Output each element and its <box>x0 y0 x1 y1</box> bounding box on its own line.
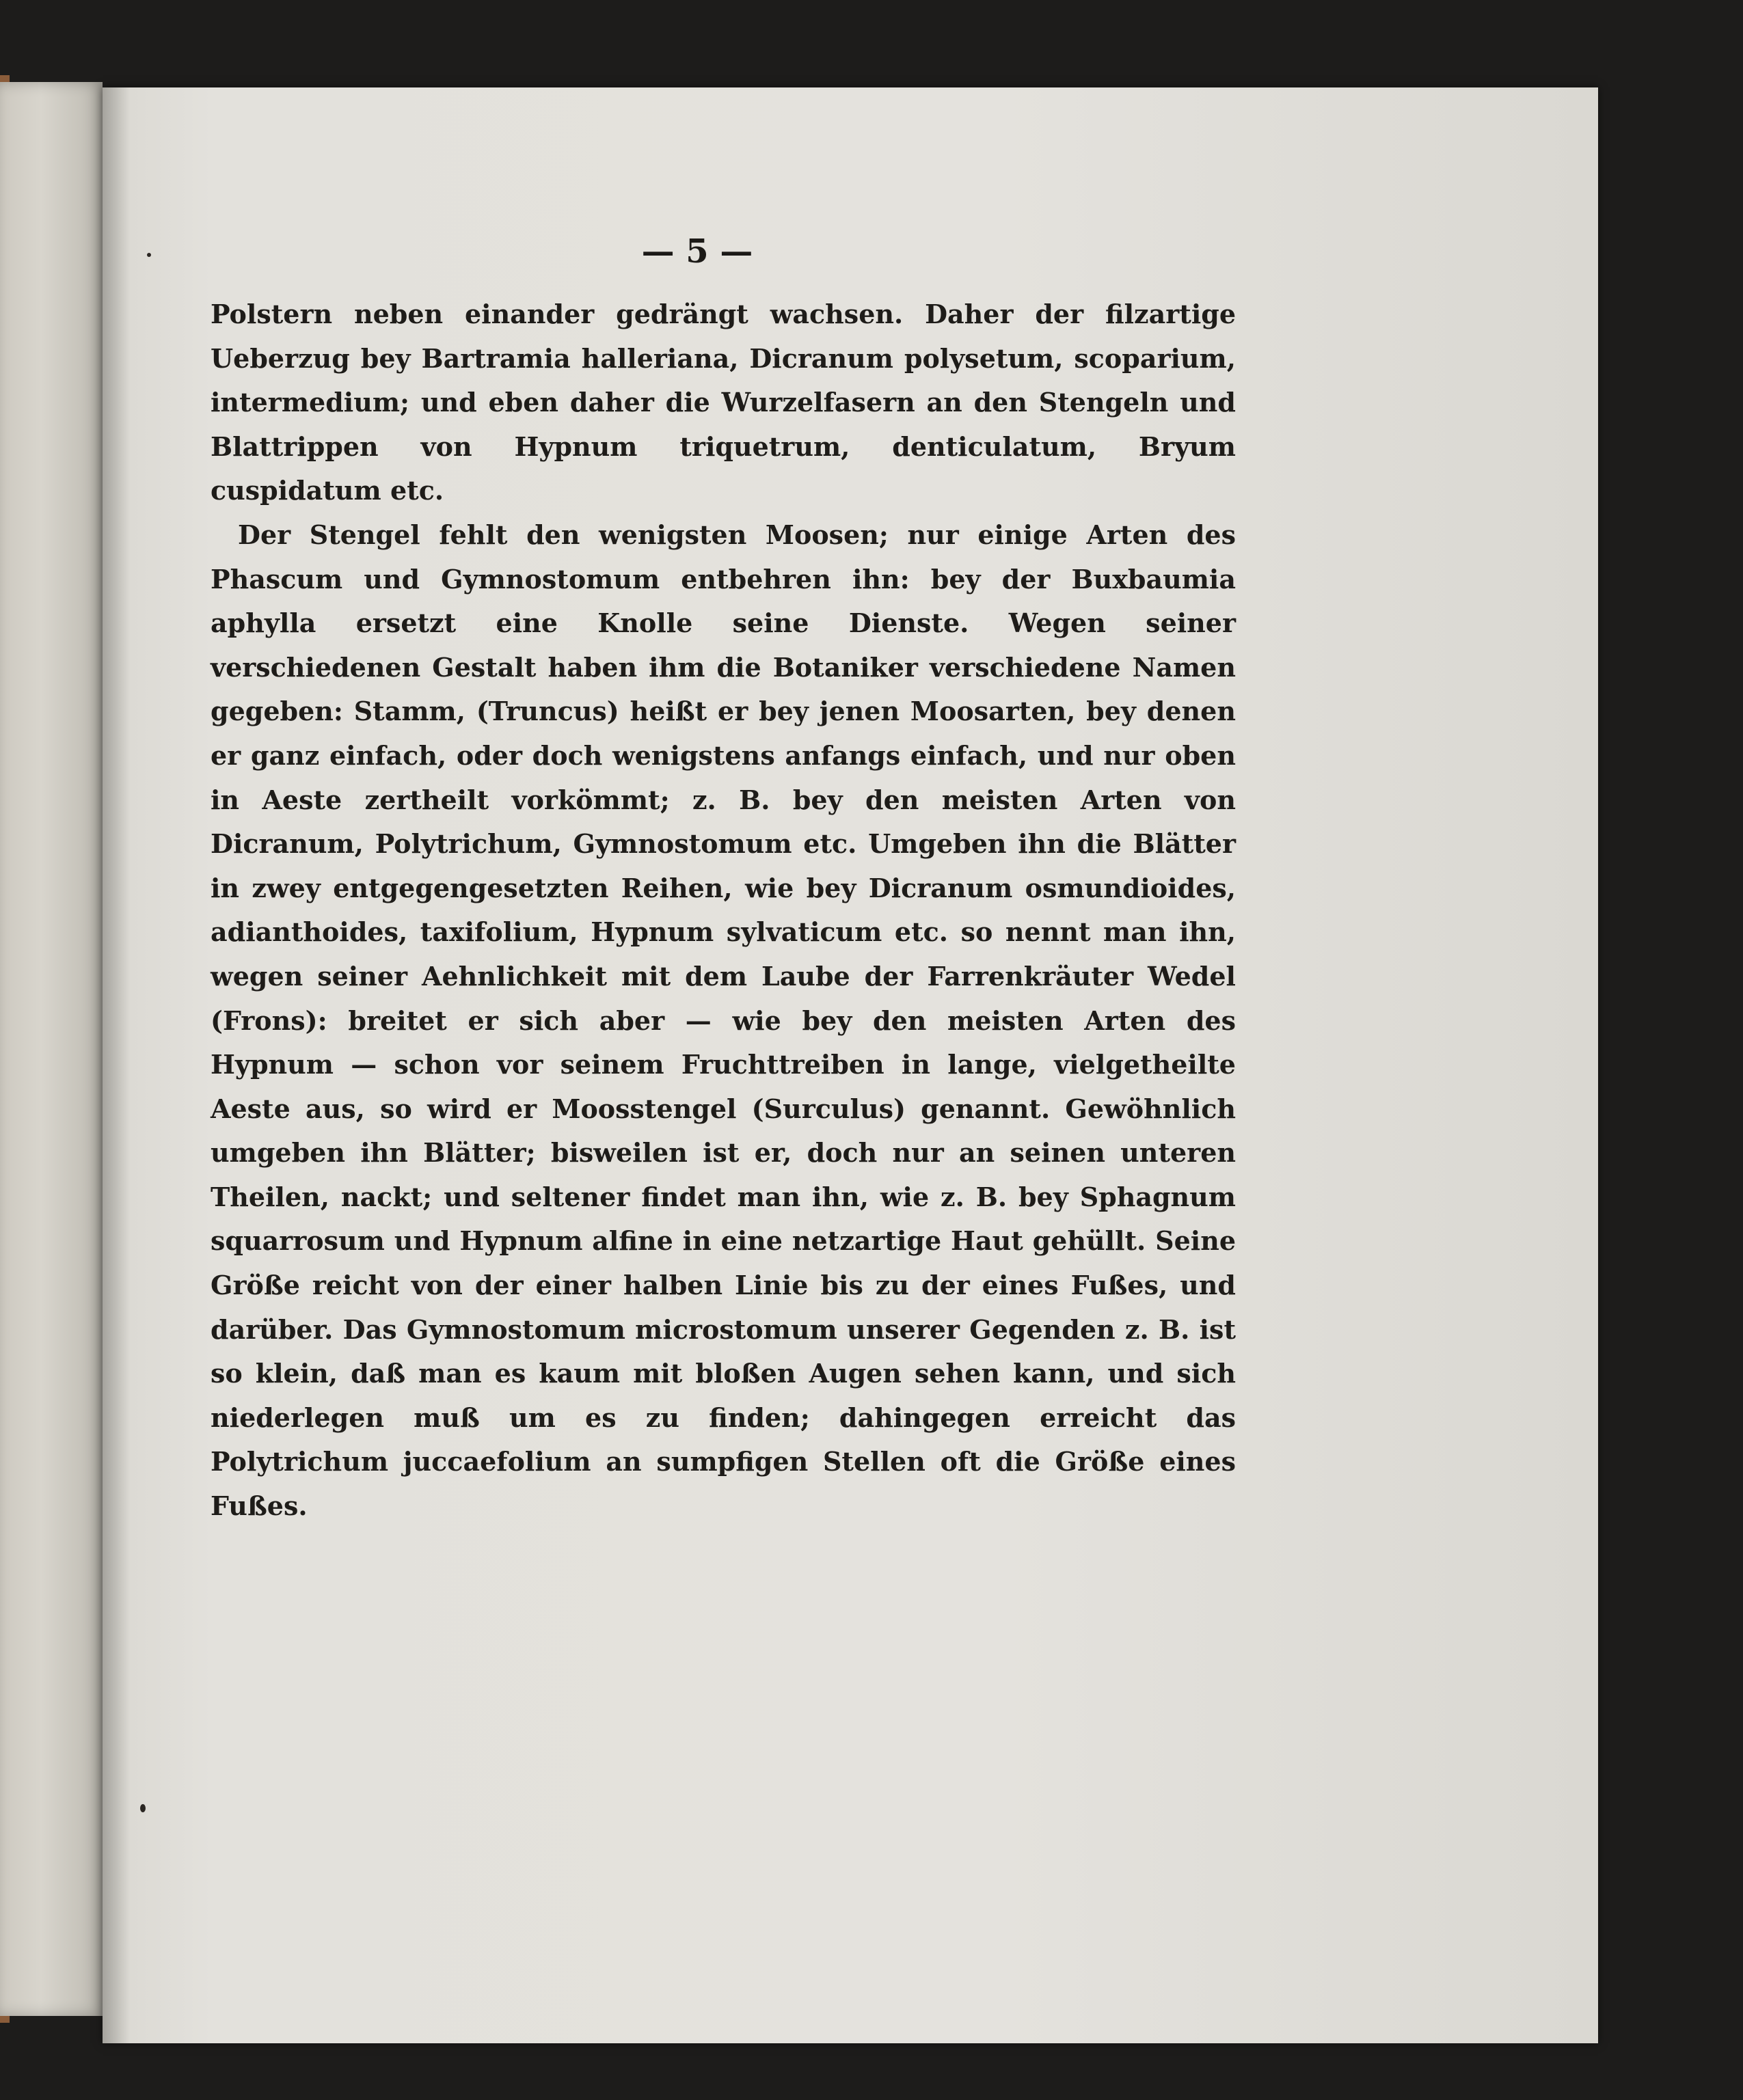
paragraph-2: Der Stengel fehlt den wenigsten Moosen; nur einige Arten des Phascum und Gymnostomum entbehren ihn: bey der Buxbaumia aphylla ersetzt eine Knolle seine Dienste. Wegen seiner verschiedenen Gestalt haben ihm die Botaniker verschiedene Namen gegeben: Stamm, (Truncus) heißt er bey jenen Moosarten, bey denen er ganz einfach, oder doch wenigstens anfangs einfach, und nur oben in Aeste zertheilt vorkömmt; z. B. bey den meisten Arten von Dicranum, Polytrichum, Gymnostomum etc. Umgeben ihn die Blätter in zwey entgegengesetzten Reihen, wie bey Dicranum osmundioides, adianthoides, taxifolium, Hypnum sylvaticum etc. so nennt man ihn, wegen seiner Aehnlichkeit mit dem Laube der Farrenkräuter Wedel (Frons): breitet er sich aber — wie bey den meisten Arten des Hypnum — schon vor seinem Fruchttreiben in lange, vielgetheilte Aeste aus, so wird er Moosstengel (Surculus) genannt. Gewöhnlich umgeben ihn Blätter; bisweilen ist er, doch nur an seinen unteren Theilen, nackt; und seltener findet man ihn, wie z. B. bey Sphagnum squarrosum und Hypnum alfine in eine netzartige Haut gehüllt. Seine Größe reicht von der einer halben Linie bis zu der eines Fußes, und darüber. Das Gymnostomum microstomum unserer Gegenden z. B. ist so klein, daß man es kaum mit bloßen Augen sehen kann, und sich niederlegen muß um es zu finden; dahingegen erreicht das Polytrichum juccaefolium an sumpfigen Stellen oft die Größe eines Fußes. <box>211 519 1236 1522</box>
page-number: — 5 — <box>641 232 753 271</box>
paper-speck <box>147 253 151 257</box>
paper-speck <box>140 1804 146 1812</box>
paragraph-1: Polstern neben einander gedrängt wachsen. Daher der filzartige Ueberzug bey Bartramia halleriana, Dicranum polysetum, scoparium, intermedium; und eben daher die Wurzelfasern an den Stengeln und Blattrippen von Hypnum triquetrum, denticulatum, Bryum cuspidatum etc. <box>211 299 1236 506</box>
page-gutter-shadow <box>103 87 130 2043</box>
facing-page <box>0 82 103 2016</box>
body-text <box>211 292 1236 1529</box>
